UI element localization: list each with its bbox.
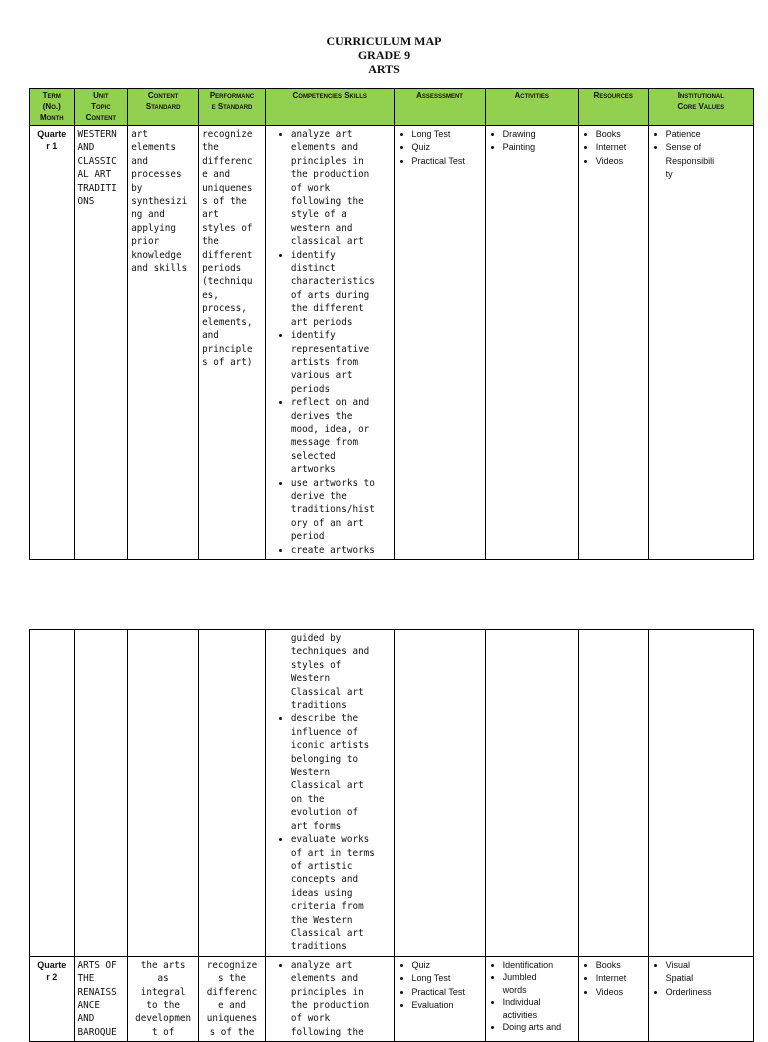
list-item: • Visual Spatial: [666, 959, 750, 986]
list-item: • Painting: [503, 141, 575, 154]
assessment-cell: [394, 126, 485, 560]
list-item: • describe the influence of iconic artists belonging to Western Classical art on the evolution of art forms: [291, 712, 391, 833]
list-item: • Books: [596, 128, 645, 141]
list-item: • identify representative artists from various art periods: [291, 329, 391, 396]
curriculum-table-page-1: [29, 88, 754, 560]
activities-cell: [485, 126, 578, 560]
resources-cell: [578, 956, 648, 1041]
curriculum-table-page-2: [29, 629, 754, 1042]
list-item: • Videos: [596, 155, 645, 168]
list-item: • Long Test: [412, 128, 482, 141]
list-item: • Individual activities: [503, 996, 575, 1021]
header-unit-topic: Unit Topic Content: [74, 89, 128, 126]
list-item: • Videos: [596, 986, 645, 999]
content-standard-cell: art elements and processes by synthesizi ng and applying prior knowledge and skills: [128, 126, 199, 560]
title-line-1: CURRICULUM MAP: [326, 34, 442, 48]
core-values-cell: [648, 956, 753, 1041]
unit-cell: ARTS OF THE RENAISS ANCE AND BAROQUE: [74, 956, 128, 1041]
competencies-continued-cell: [265, 630, 394, 957]
header-resources: Resources: [578, 89, 648, 126]
empty-cell: [394, 630, 485, 957]
header-performance-standard: Performanc e Standard: [199, 89, 266, 126]
empty-cell: [30, 630, 75, 957]
header-term: Term (No.) Month: [30, 89, 75, 126]
term-cell: Quarte r 1: [30, 126, 75, 560]
table-row-continuation: [30, 630, 754, 957]
document-title: [0, 34, 768, 76]
list-item: • Long Test: [412, 972, 482, 985]
empty-cell: [648, 630, 753, 957]
term-cell: Quarte r 2: [30, 956, 75, 1041]
list-item: • Sense of Responsibili ty: [666, 141, 750, 181]
empty-cell: [199, 630, 266, 957]
list-item: • use artworks to derive the traditions/hist ory of an art period: [291, 477, 391, 544]
table-row-quarter-2: [30, 956, 754, 1041]
list-item: • identify distinct characteristics of arts during the different art periods: [291, 249, 391, 329]
header-activities: Activities: [485, 89, 578, 126]
title-line-3: ARTS: [368, 62, 400, 76]
list-item: • Books: [596, 959, 645, 972]
assessment-cell: [394, 956, 485, 1041]
list-item: • Internet: [596, 141, 645, 154]
list-item: • create artworks: [291, 544, 391, 557]
header-core-values: Institutional Core Values: [648, 89, 753, 126]
performance-standard-cell: recognize s the differenc e and uniquenes s of the: [199, 956, 266, 1041]
content-standard-cell: the arts as integral to the developmen t of: [128, 956, 199, 1041]
empty-cell: [74, 630, 128, 957]
list-item: • Doing arts and: [503, 1021, 575, 1034]
core-values-cell: [648, 126, 753, 560]
list-item: • Internet: [596, 972, 645, 985]
unit-cell: WESTERN AND CLASSIC AL ART TRADITI ONS: [74, 126, 128, 560]
header-assessment: Assesssment: [394, 89, 485, 126]
header-row: [30, 89, 754, 126]
header-competencies: Competencies Skills: [265, 89, 394, 126]
resources-cell: [578, 126, 648, 560]
empty-cell: [128, 630, 199, 957]
table-row-quarter-1: [30, 126, 754, 560]
competency-continued-text: guided by techniques and styles of Western Classical art traditions: [290, 633, 370, 712]
list-item: • Orderliness: [666, 986, 750, 999]
list-item: • analyze art elements and principles in the production of work following the: [291, 959, 391, 1039]
empty-cell: [485, 630, 578, 957]
performance-standard-cell: recognize the differenc e and uniquenes s of the art styles of the different periods (techniqu es, process, elements, and principle s of art): [199, 126, 266, 560]
list-item: • Jumbled words: [503, 971, 575, 996]
list-item: • evaluate works of art in terms of artistic concepts and ideas using criteria from the Western Classical art traditions: [291, 833, 391, 954]
list-item: • Quiz: [412, 141, 482, 154]
competencies-cell: [265, 126, 394, 560]
list-item: • Drawing: [503, 128, 575, 141]
list-item: • Practical Test: [412, 986, 482, 999]
activities-cell: [485, 956, 578, 1041]
title-line-2: GRADE 9: [357, 48, 411, 62]
header-content-standard: Content Standard: [128, 89, 199, 126]
empty-cell: [578, 630, 648, 957]
list-item: • Patience: [666, 128, 750, 141]
list-item: • analyze art elements and principles in the production of work following the style of a western and classical art: [291, 128, 391, 249]
list-item: • reflect on and derives the mood, idea, or message from selected artworks: [291, 396, 391, 476]
list-item: • Identification: [503, 959, 575, 972]
list-item: • Quiz: [412, 959, 482, 972]
competencies-cell: [265, 956, 394, 1041]
list-item: • Practical Test: [412, 155, 482, 168]
list-item: • Evaluation: [412, 999, 482, 1012]
